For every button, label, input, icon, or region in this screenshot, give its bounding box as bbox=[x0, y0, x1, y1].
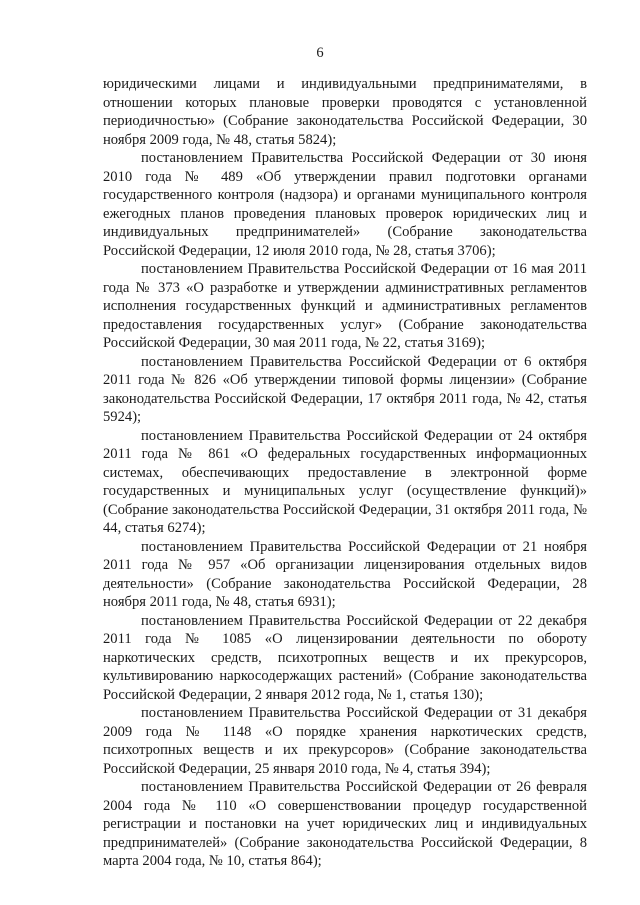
paragraph: постановлением Правительства Российской Федерации от 21 ноября 2011 года № 957 «Об организации лицензирования отдельных видов деятельности» (Собрание законодательства Российской Федерации, 28 ноября 2011 года, № 48, статья 6931); bbox=[103, 538, 587, 610]
paragraph: постановлением Правительства Российской Федерации от 6 октября 2011 года № 826 «Об утверждении типовой формы лицензии» (Собрание законодательства Российской Федерации, 17 октября 2011 года, № 42, статья 5924); bbox=[103, 353, 587, 425]
paragraph: постановлением Правительства Российской Федерации от 24 октября 2011 года № 861 «О федеральных государственных информационных системах, обеспечивающих предоставление в электронной форме государственных и муниципальных услуг (осуществление функций)» (Собрание законодательства Российской Федерации, 31 октября 2011 года, № 44, статья 6274); bbox=[103, 427, 587, 536]
paragraph: юридическими лицами и индивидуальными предпринимателями, в отношении которых плановые проверки проводятся с установленной периодичностью» (Собрание законодательства Российской Федерации, 30 ноября 2009 года, № 48, статья 5824); bbox=[103, 76, 587, 148]
paragraph: постановлением Правительства Российской Федерации от 30 июня 2010 года № 489 «Об утверждении правил подготовки органами государственного контроля (надзора) и органами муниципального контроля ежегодных планов проведения плановых проверок юридических лиц и индивидуальных предпринимателей» (Собрание законодательства Российской Федерации, 12 июля 2010 года, № 28, статья 3706); bbox=[103, 150, 587, 259]
paragraph: постановлением Правительства Российской Федерации от 31 декабря 2009 года № 1148 «О порядке хранения наркотических средств, психотропных веществ и их прекурсоров» (Собрание законодательства Российской Федерации, 25 января 2010 года, № 4, статья 394); bbox=[103, 705, 587, 777]
page-number: 6 bbox=[316, 45, 324, 61]
paragraph: постановлением Правительства Российской Федерации от 22 декабря 2011 года № 1085 «О лицензировании деятельности по обороту наркотических средств, психотропных веществ и их прекурсоров, культивированию наркосодержащих растений» (Собрание законодательства Российской Федерации, 2 января 2012 года, № 1, статья 130); bbox=[103, 612, 587, 703]
paragraph: постановлением Правительства Российской Федерации от 16 мая 2011 года № 373 «О разработке и утверждении административных регламентов исполнения государственных функций и административных регламентов предоставления государственных услуг» (Собрание законодательства Российской Федерации, 30 мая 2011 года, № 22, статья 3169); bbox=[103, 261, 587, 351]
paragraph: постановлением Правительства Российской Федерации от 26 февраля 2004 года № 110 «О совершенствовании процедур государственной регистрации и постановки на учет юридических лиц и индивидуальных предпринимателей» (Собрание законодательства Российской Федерации, 8 марта 2004 года, № 10, статья 864); bbox=[103, 779, 587, 869]
body-text bbox=[103, 75, 587, 871]
